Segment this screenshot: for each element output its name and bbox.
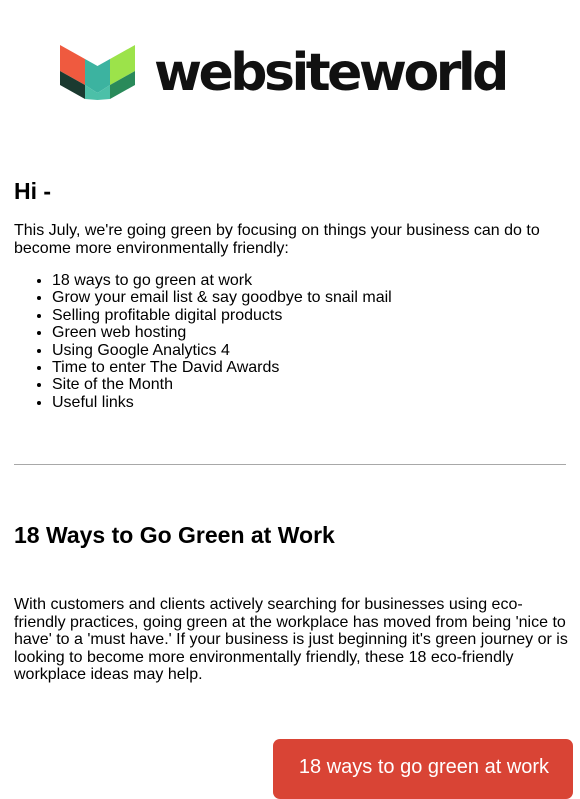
intro-paragraph: This July, we're going green by focusing on things your business can do to become more environmentally friendly: xyxy=(14,222,540,257)
topics-list xyxy=(14,272,392,411)
list-item: • Selling profitable digital products xyxy=(52,307,392,324)
greeting-heading: Hi - xyxy=(14,178,52,204)
list-item: • 18 ways to go green at work xyxy=(52,272,392,289)
list-item: • Grow your email list & say goodbye to snail mail xyxy=(52,289,392,306)
logo-mark-icon xyxy=(60,43,136,101)
list-item: • Time to enter The David Awards xyxy=(52,359,392,376)
go-green-cta-button[interactable]: 18 ways to go green at work xyxy=(273,739,573,799)
website-world-logo[interactable] xyxy=(60,43,522,101)
logo-wordmark: websiteworld xyxy=(154,43,506,103)
list-item: • Green web hosting xyxy=(52,324,392,341)
section-body: With customers and clients actively searching for businesses using eco-friendly practices, going green at the workplace has moved from being 'nice to have' to a 'must have.' If your business is just beginning it's green journey or is looking to become more environmentally friendly, these 18 eco-friendly workplace ideas may help. xyxy=(14,596,568,683)
list-item: • Useful links xyxy=(52,394,392,411)
section-title: 18 Ways to Go Green at Work xyxy=(14,522,335,548)
list-item: • Site of the Month xyxy=(52,376,392,393)
list-item: • Using Google Analytics 4 xyxy=(52,342,392,359)
section-divider xyxy=(14,464,566,465)
